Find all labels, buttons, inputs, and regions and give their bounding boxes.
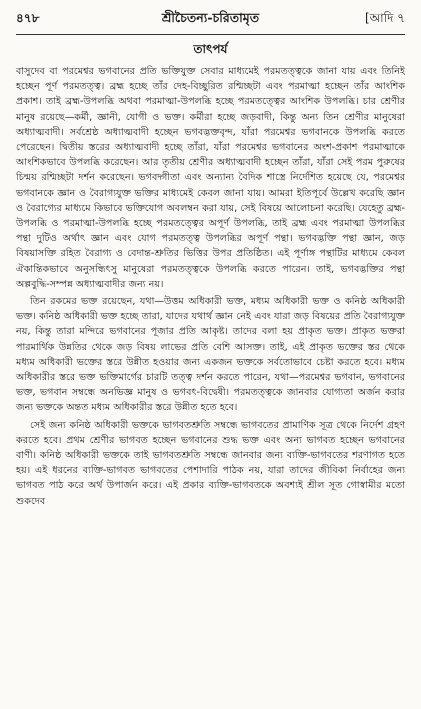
header-divider: [16, 34, 405, 35]
paragraph-2: তিন রকমের ভক্ত রয়েছেন, যথা—উত্তম অধিকারী ভক্ত, মধ্যম অধিকারী ভক্ত ও কনিষ্ঠ অধিকারী ভক্ত। কনিষ্ঠ অধিকারী ভক্ত হচ্ছে তারা, যাদের যথার্থ জ্ঞান নেই এবং যারা জড় বিষয়ের প্রতি বৈরাগ্যযুক্ত নয়, কিন্তু তারা মন্দিরে ভগবানের পূজার প্রতি আকৃষ্ট। তাদের বলা হয় প্রাকৃত ভক্ত। প্রাকৃত ভক্তরা পারমার্থিক উন্নতির থেকে জড় বিষয় লাভের প্রতি বেশি আসক্ত। তাই, এই প্রাকৃত ভক্তের স্তর থেকে মধ্যম অধিকারী ভক্তের স্তরে উন্নীত হওয়ার জন্য একজন ভক্তকে সর্বতোভাবে চেষ্টা করতে হবে। মধ্যম অধিকারীর স্তরে ভক্ত ভক্তিমার্গের চারটি তত্ত্ব দর্শন করতে পারেন, যথা—পরমেশ্বর ভগবান, ভগবানের ভক্ত, ভগবান সম্বন্ধে অনভিজ্ঞ মানুষ ও ভগবৎ-বিদ্বেষী। পরমতত্ত্বকে জানবার যোগ্যতা অর্জন করার জন্য ভক্তকে অন্তত মধ্যম অধিকারীর স্তরে উন্নীত হতে হবে।: [16, 296, 405, 414]
paragraph-3: সেই জন্য কনিষ্ঠ অধিকারী ভক্তকে ভাগবতশ্রুতি সম্বন্ধে ভাগবতের প্রামাণিক সূত্র থেকে নির্দেশ গ্রহণ করতে হবে। প্রথম শ্রেণীর ভাগবত হচ্ছেন ভগবানের শুদ্ধ ভক্ত এবং অন্য ভাগবত হচ্ছেন ভগবানের বাণী। কনিষ্ঠ অধিকারী ভক্তকে তাই ভাগবতশ্রুতি সম্বন্ধে জানবার জন্য ব্যক্তি-ভাগবতের শরণাগত হতে হয়। এই ধরনের ব্যক্তি-ভাগবত ভাগবতের পেশাদারি পাঠক নয়, যারা তাদের জীবিকা নির্বাহের জন্য ভাগবত পাঠ করে অর্থ উপার্জন করে। এই প্রকার ব্যক্তি-ভাগবতকে অবশ্যই শ্রীল সূত গোস্বামীর মতো শুকদেব: [16, 419, 405, 507]
paragraph-1: বাসুদেব বা পরমেশ্বর ভগবানের প্রতি ভক্তিযুক্ত সেবার মাধ্যমেই পরমতত্ত্বকে জানা যায় এবং তিনিই হচ্ছেন পূর্ণ পরমতত্ত্ব। ব্রহ্ম হচ্ছে তাঁর দেহ-বিচ্ছুরিত রশ্মিচ্ছটা এবং পরমাত্মা হচ্ছেন তাঁর আংশিক প্রকাশ। তাই ব্রহ্ম-উপলব্ধি অথবা পরমাত্মা-উপলব্ধি হচ্ছে পরমতত্ত্বের আংশিক উপলব্ধি। চার শ্রেণীর মানুষ রয়েছে—কর্মী, জ্ঞানী, যোগী ও ভক্ত। কর্মীরা হচ্ছে জড়বাদী, কিন্তু অন্য তিন শ্রেণীর মানুষেরা অধ্যাত্মবাদী। সর্বশ্রেষ্ঠ অধ্যাত্মবাদী হচ্ছেন ভগবদ্ভক্তবৃন্দ, যাঁরা পরমেশ্বর ভগবানকে উপলব্ধি করতে পেরেছেন। দ্বিতীয় স্তরের অধ্যাত্মবাদী হচ্ছে তাঁরা, যাঁরা পরমেশ্বর ভগবানের অংশ-প্রকাশ পরমাত্মাকে আংশিকভাবে উপলব্ধি করেছেন। আর তৃতীয় শ্রেণীর অধ্যাত্মবাদী হচ্ছেন তাঁরা, যাঁরা সেই পরম পুরুষের চিন্ময় রশ্মিচ্ছটা দর্শন করেছেন। ভগবদ্গীতা এবং অন্যান্য বৈদিক শাস্ত্রে নির্দেশিত হয়েছে যে, পরমেশ্বর ভগবানকে জ্ঞান ও বৈরাগ্যযুক্ত ভক্তির মাধ্যমেই কেবল জানা যায়। আমরা ইতিপূর্বে উল্লেখ করেছি জ্ঞান ও বৈরাগ্যের মাধ্যমে কিভাবে ভক্তিযোগ অবলম্বন করা যায়, সেই বিষয়ে আলোচনা করেছি। যেহেতু ব্রহ্ম-উপলব্ধি ও পরমাত্মা-উপলব্ধি হচ্ছে পরমতত্ত্বের অপূর্ণ উপলব্ধি, তাই ব্রহ্ম এবং পরমাত্মা উপলব্ধির পন্থা দুটিও অর্থাৎ জ্ঞান এবং যোগ পরমতত্ত্ব উপলব্ধির অপূর্ণ পন্থা। ভগবদ্ভক্তি পন্থা জ্ঞান, জড় বিষয়াসক্তি রহিত বৈরাগ্য ও বেদান্ত-শ্রুতির ভিত্তির উপর প্রতিষ্ঠিত। এই পূর্ণাঙ্গ পন্থাটির মাধ্যমে কেবল ঐকান্তিকভাবে অনুসন্ধিৎসু মানুষেরা পরমতত্ত্বকে উপলব্ধি করতে পারেন। তাই, ভগবদ্ভক্তির পন্থা অল্পবুদ্ধি-সম্পন্ন অধ্যাত্মবাদীর জন্য নয়।: [16, 66, 405, 290]
chapter-reference: [আদি ৭: [364, 11, 405, 25]
page-number: ৪৭৮: [16, 11, 40, 25]
page-header: [16, 10, 405, 32]
section-heading: তাৎপর্য: [193, 42, 228, 56]
book-title: শ্রীচৈতন্য-চরিতামৃত: [161, 10, 260, 25]
